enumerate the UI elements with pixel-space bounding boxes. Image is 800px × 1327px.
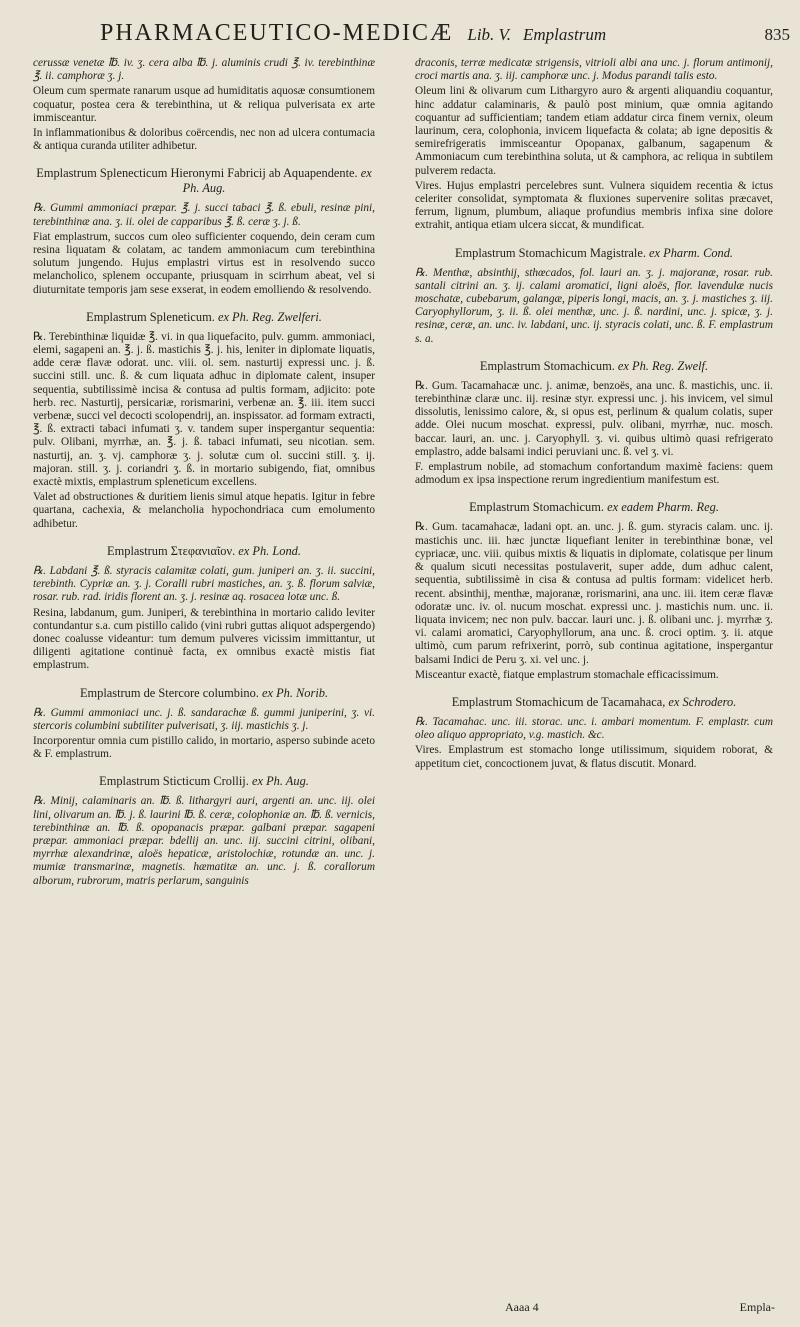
text-block: Incorporentur omnia cum pistillo calido, in mortario, asperso subinde aceto & F. emplastrum. [33,734,375,761]
text-block: Vires. Hujus emplastri percelebres sunt. Vulnera siquidem recentia & ictus celeriter consolidat, symptomata & fluxiones supervenire solitas præcavet, ferrum, lignum, plumbum, aliaque profundius membris infixa sine dolore extrahit, antiqua etiam ulcera siccat, & mundificat. [415,179,773,232]
recipe-title: Emplastrum Stomachicum de Tacamahaca, [451,694,666,709]
recipe-title: Emplastrum Stomachicum Magistrale. [454,245,646,260]
recipe-formula: ℞. Gummi ammoniaci unc. j. ß. sandarachæ ß. gummi juniperini, ʒ. vi. stercoris columbini subtiliter pulverisati, ʒ. iij. mastichis ʒ. j. [33,706,375,732]
recipe-source: ex Schrodero. [668,694,737,709]
recipe-heading [33,310,375,325]
page-footer [505,1300,775,1315]
recipe-formula: ℞. Labdani ℥. ß. styracis calamitæ colati, gum. juniperi an. ʒ. ii. succini, terebinth. Cypriæ an. ʒ. j. Coralli rubri mastiches, an. ʒ. ß. florum salviæ, rosar. rub. rad. iridis florent an. ʒ. j. resinæ aq. rosacea lotæ unc. ß. [33,564,375,604]
signature-mark: Aaaa 4 [505,1300,539,1314]
recipe-source: ex Ph. Reg. Zwelferi. [217,309,322,324]
recipe-heading [33,166,375,196]
recipe-title: Emplastrum Stomachicum. [469,500,604,515]
recipe-source: ex Ph. Lond. [238,543,301,558]
recipe-formula: ℞. Menthæ, absinthij, sthœcados, fol. lauri an. ʒ. j. majoranæ, rosar. rub. santali citrini an. ʒ. ij. calami aromatici, ligni aloës, flor. lavendulæ nucis moschatæ, cubebarum, galangæ, piperis longi, macis, an. ʒ. j. mastiches ʒ. iij. Caryophyllorum, ʒ. ii. ß. olei menthæ, unc. j. ß. nardini, unc. j. spicæ, ʒ. j. resinæ, ceræ, an. unc. iv. labdani, unc. ij. styracis colati, unc. ß. F. emplastrum s. a. [415,266,773,345]
text-block: Fiat emplastrum, succos cum oleo sufficienter coquendo, dein ceram cum resina liquatam & colatam, ac tandem ammoniacum cum terebinthina solutum jungendo. Hujus emplastri virtus est in resolvendo succo melancholico, splenem occupante, priusquam in scirrhum abeat, vel si diuturnitate temporis jam sese exserat, in eodem emolliendo & resolvendo. [33,230,375,296]
left-column [33,57,375,890]
text-block: draconis, terræ medicatæ strigensis, vitrioli albi ana unc. j. florum antimonij, croci martis ana. ʒ. iij. camphoræ unc. j. Modus parandi talis esto. [415,57,773,83]
recipe-source: ex Pharm. Cond. [649,245,734,260]
recipe-formula: ℞. Minij, calaminaris an. ℔. ß. lithargyri auri, argenti an. unc. iij. olei lini, olivarum an. ℔. j. ß. laurini ℔. ß. ceræ, colophoniæ an. ℔. ß. vernicis, terebinthinæ an. ℔. ß. opopanacis præpar. galbani præpar. sagapeni præpar. ammoniaci præpar. bdellij an. unc. iij. succini citrini, olibani, myrrhæ alexandrinæ, aloës hepaticæ, aristolochiæ, rotundæ an. unc. j. mumiæ transmarinæ, magnetis. hæmatitæ an. unc. j. ß. corallorum alborum, rubrorum, matris perlarum, sanguinis [33,795,375,887]
text-block: Resina, labdanum, gum. Juniperi, & terebinthina in mortario calido leviter contundantur s.a. cum pistillo calido (vini rubri guttas aliquot adspergendo) donec coalusse videantur: tum demum pulveres vicissim immittantur, ut diligenti agitatione continuè facta, ex omnibus exactè mistis fiat emplastrum. [33,606,375,672]
recipe-source: ex Ph. Norib. [261,685,329,700]
book-number: Lib. V. [467,25,511,44]
text-block: Oleum lini & olivarum cum Lithargyro auro & argenti aliquandiu coquantur, hinc addatur calaminaris, & paulò post minium, quæ omnia agitando coquantur ad sufficientiam; tandem etiam addatur circa finem vernix, oleum laurinum, cera, colophonia, invicem liquefacta & colata; ab igne depositis & semirefrigeratis immisceantur Opopanax, galbanum, sagapenum & Ammoniacum cum terebinthina soluta, ut & camphora, ac reliqua in subtilem pulverem redacta. [415,85,773,177]
recipe-title: Emplastrum Stomachicum. [479,358,615,373]
text-block: Valet ad obstructiones & duritiem lienis simul atque hepatis. Igitur in febre quartana, cachexia, & melancholia hypochondriaca cum emolumento adhibetur. [33,491,375,530]
recipe-formula: ℞. Gum. tacamahacæ, ladani opt. an. unc. j. ß. gum. styracis calam. unc. ij. mastichis unc. iii. hæc junctæ liquefiant leniter in terebinthinæ bonæ, vel cypriacæ, unc. viii. quibus mixtis & liquatis in diplomate, colatisque per linum & qualum sicuti necessitas postulaverit, super adde, dum adhuc calent, sequentia, subtilissimè in cisa & contusa ad pultis formam: videlicet herb. recent. absinthij, menthæ, majoranæ, rorismarini, ana unc. iii. item ceræ flavæ odoratæ unc. iv. ol. nucum moschat. expressi unc. j. mastichis num. unc. ii. liquata invicem; nec non pulv. baccar. lauri unc. j. ß. olibani unc. j. myrrhæ ʒ. vi. calami aromatici, Caryophyllorum, ana unc. ß. croci optim. ʒ. ii. atque ultimò, cum parum refrixerint, porrò, sub continua agitatione, inspergantur balsami Indici de Peru ʒ. xi. vel unc. j. [415,521,773,666]
recipe-title: Emplastrum Στεφανιαῖον. [107,543,236,558]
recipe-formula: ℞. Tacamahac. unc. iii. storac. unc. i. ambari momentum. F. emplastr. cum oleo aliquo appropriato, v.g. mastich. &c. [415,715,773,742]
catchword: Empla- [739,1300,775,1314]
text-block: cerussæ venetæ ℔. iv. ʒ. cera alba ℔. j. aluminis crudi ℥. iv. terebinthinæ ℥. ii. camphoræ ʒ. j. [33,57,375,83]
recipe-heading [415,246,773,261]
recipe-source: ex Ph. Aug. [182,166,372,196]
page-number: 835 [764,25,790,44]
recipe-title: Emplastrum de Stercore columbino. [79,685,259,700]
section-subject: Emplastrum [522,25,607,44]
recipe-heading [33,544,375,559]
text-block: Misceantur exactè, fiatque emplastrum stomachale efficacissimum. [415,668,719,681]
running-header [100,20,790,56]
recipe-source: ex Ph. Reg. Zwelf. [617,358,709,373]
recipe-formula: ℞. Gummi ammoniaci præpar. ℥. j. succi tabaci ℥. ß. ebuli, resinæ pini, terebinthinæ ana. ʒ. ii. olei de capparibus ℥. ß. ceræ ʒ. j. ß. [33,202,375,228]
running-title: PHARMACEUTICO-MEDICÆ [100,20,454,46]
recipe-source: ex Ph. Aug. [251,774,309,789]
text-block: Vires. Emplastrum est stomacho longe utilissimum, siquidem roborat, & appetitum ciet, concoctionem juvat, & flatus discutit. Monard. [415,744,773,770]
recipe-title: Emplastrum Spleneticum. [86,309,215,324]
recipe-heading [33,774,375,789]
recipe-formula: ℞. Gum. Tacamahacæ unc. j. animæ, benzoës, ana unc. ß. mastichis, unc. ii. terebinthinæ claræ unc. iij. resinæ styr. expressi unc. j. his invicem, vel simul dissolutis, lenissimo calore, &, si opus est, perlinum & qualum colatis, super adde. Olei nucum moschat. expressi, pulv. olibani, myrrhæ, nuc. mosch. baccar. lauri, an. unc. j. Caryophyll. ʒ. vi. quibus ultimò quasi refrigerato emplastro, adde balsami indici peruviani unc. ß. vel ʒ. vi. [415,379,773,458]
right-column [415,57,773,773]
recipe-title: Emplastrum Sticticum Crollij. [99,774,249,789]
recipe-heading [415,359,773,374]
text-block: F. emplastrum nobile, ad stomachum confortandum maximè faciens: quem admodum ex ipsa inspectione rerum ingredientium manifestum est. [415,461,773,487]
recipe-heading [415,500,773,515]
text-block: Oleum cum spermate ranarum usque ad humiditatis aquosæ consumtionem coquatur, postea cera & terebinthina, ut & reliqua pulverisata ex arte immisceantur. [33,85,375,124]
text-block: In inflammationibus & doloribus coërcendis, nec non ad ulcera contumacia & antiqua curanda utiliter adhibetur. [33,127,375,153]
recipe-heading [415,695,773,710]
recipe-heading [33,686,375,701]
recipe-formula: ℞. Terebinthinæ liquidæ ℥. vi. in qua liquefacito, pulv. gumm. ammoniaci, elemi, sagapeni an. ℥. j. ß. mastichis ℥. j. his, leniter in diplomate liquatis, adde ceræ flavæ odorat. unc. viii. ol. sem. nasturtij expressi unc. j. ß. succini still. unc. ß. & cum liquata adhuc in diplomate calent, insuper sequentia, subtilissimè incisa & contusa ad pultis formam, adjicito: pote herb. rec. Nasturtij, persicariæ, rorismarini, verbenæ an. ℥. iii. item succi verbenæ, succi vel decocti scolopendrij, an. inspissator. ad formam extracti, ℥. ß. extracti tabaci infumati ʒ. v. tandem super inspergantur sequentia: pulv. Olibani, myrrhæ, an. ℥. j. ß. tabaci infumati, seu nicotian. sem. nasturtij, an. ʒ. vj. camphoræ ʒ. j. solutæ cum ol. succini still. ʒ. ij. majoran. still. ʒ. j. coriandri ʒ. ß. in mortario subigendo, fiat, omnibus exactè mixtis, emplastrum spleneticum excellens. [33,330,375,489]
recipe-source: ex eadem Pharm. Reg. [607,500,719,515]
recipe-title: Emplastrum Splenecticum Hieronymi Fabricij ab Aquapendente. [36,166,358,181]
